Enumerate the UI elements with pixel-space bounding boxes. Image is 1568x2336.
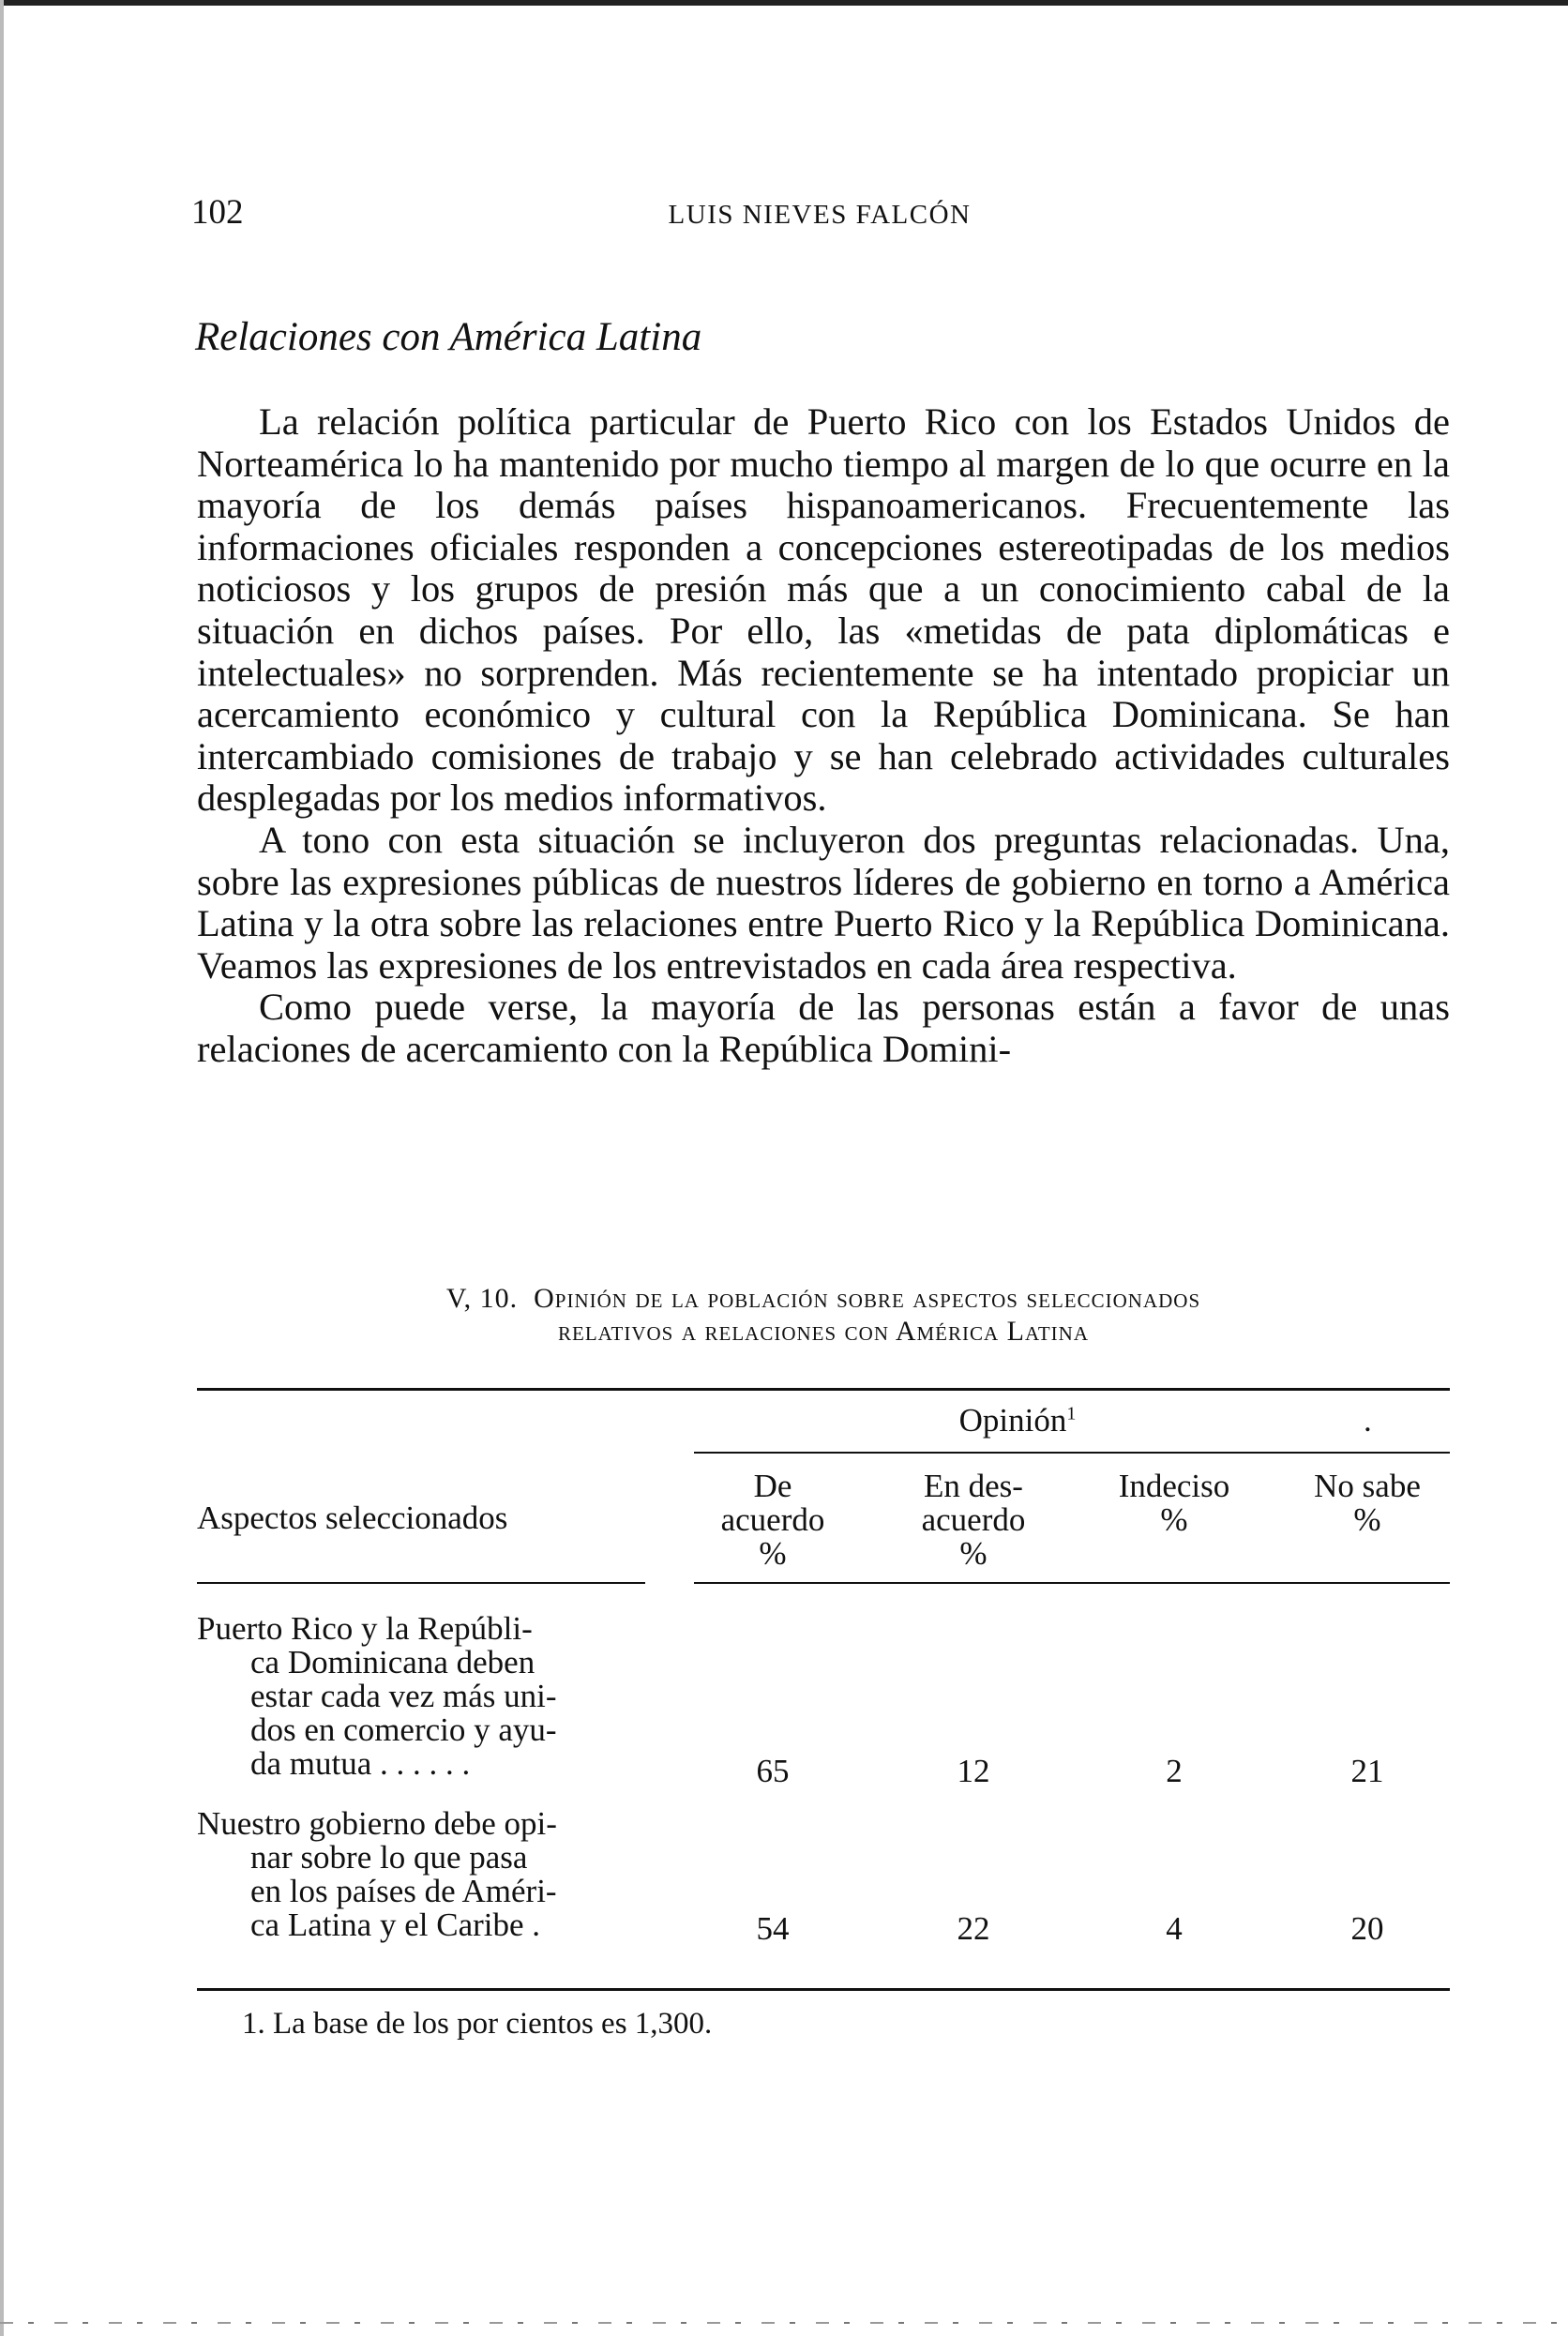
scan-top-edge <box>0 0 1568 6</box>
column-header-no-sabe <box>1274 1469 1461 1537</box>
table-caption-2: relativos a relaciones con América Latina <box>558 1316 1089 1347</box>
column-header-en-desacuerdo <box>880 1469 1067 1571</box>
table-cell: 12 <box>957 1753 990 1789</box>
paragraph: La relación política particular de Puerto Rico con los Estados Unidos de Norteamérica lo ha mantenido por mucho tiempo al margen de lo que ocurre en la mayoría de los demás países hispanoamericanos. Frecuentemente las informaciones oficiales responden a concepciones estereotipadas de los medios noticiosos y los grupos de presión más que a un conocimiento cabal de la situación en dichos países. Por ello, las «metidas de pata diplomáticas e intelectuales» no sorprenden. Más recientemente se ha intentado propiciar un acercamiento económico y cultural con la República Dominicana. Se han intercambiado comisiones de trabajo y se han celebrado actividades culturales desplegadas por los medios informativos. <box>197 400 1450 820</box>
column-header-rule <box>694 1582 1450 1584</box>
paragraph: Como puede verse, la mayoría de las personas están a favor de unas relaciones de acercamiento con la República Domini- <box>197 986 1450 1070</box>
paragraph: A tono con esta situación se incluyeron dos preguntas relacionadas. Una, sobre las expresiones públicas de nuestros líderes de gobierno en torno a América Latina y la otra sobre las relaciones entre Puerto Rico y la República Dominicana. Veamos las expresiones de los entrevistados en cada área respectiva. <box>197 818 1450 987</box>
table-cell: 65 <box>756 1753 790 1789</box>
group-header-label: Opinión <box>958 1402 1067 1439</box>
row-label-line: ca Latina y el Caribe . <box>250 1906 541 1943</box>
row-label-line: Nuestro gobierno debe opi- <box>197 1805 557 1842</box>
row-header-rule <box>197 1582 645 1584</box>
running-head <box>191 192 1448 239</box>
table-number: V, 10. <box>445 1283 519 1314</box>
column-header-indeciso <box>1080 1469 1268 1537</box>
table-caption-1: Opinión de la población sobre aspectos seleccionados <box>534 1283 1201 1314</box>
page-number: 102 <box>191 193 244 232</box>
column-header-line: acuerdo <box>720 1501 825 1538</box>
section-title: Relaciones con América Latina <box>195 315 702 359</box>
table-cell: 2 <box>1166 1753 1183 1789</box>
row-label-line: dos en comercio y ayu- <box>250 1711 557 1748</box>
row-label-line: nar sobre lo que pasa <box>250 1839 528 1876</box>
column-header-line: En des- <box>924 1468 1023 1504</box>
stray-dot: . <box>1364 1402 1372 1439</box>
data-table <box>197 1381 1450 2000</box>
column-header-unit: % <box>759 1535 787 1572</box>
table-title-line-1 <box>197 1282 1450 1315</box>
scan-bottom-edge <box>0 2322 1568 2324</box>
body-text <box>197 401 1450 1071</box>
row-label-line: estar cada vez más uni- <box>250 1678 557 1714</box>
table-cell: 20 <box>1350 1910 1384 1947</box>
running-head-author: LUIS NIEVES FALCÓN <box>668 200 972 230</box>
table-row-label <box>197 1612 658 1781</box>
table-row-label <box>197 1807 658 1942</box>
table-title-line-2 <box>197 1315 1450 1348</box>
table-bottom-rule <box>197 1988 1450 1991</box>
row-label-line: ca Dominicana deben <box>250 1644 535 1680</box>
column-header-line: Indeciso <box>1118 1468 1230 1504</box>
table-cell: 54 <box>756 1910 790 1947</box>
table-cell: 22 <box>957 1910 990 1947</box>
row-label-line: Puerto Rico y la Repúbli- <box>197 1610 533 1647</box>
column-header-unit: % <box>1353 1501 1381 1538</box>
table-top-rule <box>197 1388 1450 1391</box>
scan-left-edge <box>0 0 4 2336</box>
table-cell: 4 <box>1166 1910 1183 1947</box>
column-header-unit: % <box>959 1535 988 1572</box>
column-header-line: De <box>753 1468 792 1504</box>
footnote-marker: 1 <box>1066 1403 1077 1424</box>
row-label-line: da mutua . . . . . . <box>250 1745 471 1782</box>
column-header-de-acuerdo <box>679 1469 867 1571</box>
group-header <box>694 1404 1341 1438</box>
group-header-rule <box>694 1452 1450 1454</box>
table-cell: 21 <box>1350 1753 1384 1789</box>
column-header-line: No sabe <box>1314 1468 1421 1504</box>
row-header: Aspectos seleccionados <box>197 1500 508 1536</box>
table-footnote: 1. La base de los por cientos es 1,300. <box>242 2007 713 2041</box>
column-header-line: acuerdo <box>921 1501 1026 1538</box>
row-label-line: en los países de Améri- <box>250 1873 557 1909</box>
column-header-unit: % <box>1160 1501 1188 1538</box>
table-title <box>197 1282 1450 1348</box>
